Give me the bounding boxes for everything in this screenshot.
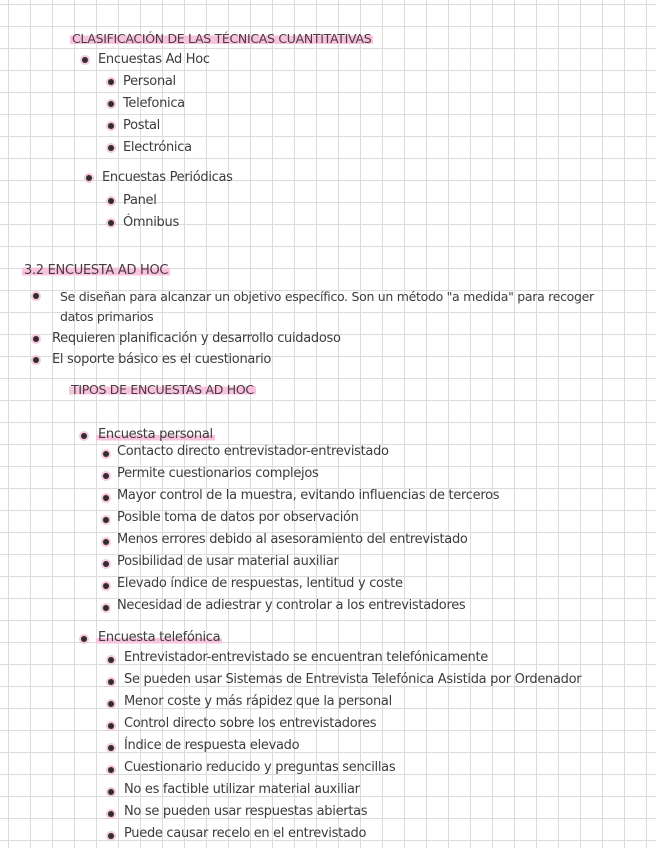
personal-item: Menos errores debido al asesoramiento del entrevistado [117,532,468,547]
telephone-item: No se pueden usar respuestas abiertas [124,804,368,819]
personal-item: Posibilidad de usar material auxiliar [117,554,339,569]
bullet-icon [103,473,109,479]
periodic-label: Encuestas Periódicas [102,170,233,185]
bullet-icon [81,636,87,642]
adhoc-item: Telefonica [123,96,185,111]
telephone-item: Control directo sobre los entrevistadores [124,716,377,731]
classification-title: CLASIFICACIÓN DE LAS TÉCNICAS CUANTITATIVAS [72,31,372,46]
telephone-item: Puede causar recelo en el entrevistado [124,826,367,841]
bullet-icon [108,811,114,817]
telephone-item: No es factible utilizar material auxiliar [124,782,360,797]
telephone-label: Encuesta telefónica [98,630,221,645]
bullet-icon [103,539,109,545]
telephone-item: Cuestionario reducido y preguntas sencillas [124,760,396,775]
bullet-icon [108,198,114,204]
bullet-icon [103,561,109,567]
personal-item: Permite cuestionarios complejos [117,466,319,481]
personal-item: Contacto directo entrevistador-entrevistado [117,444,389,459]
personal-label: Encuesta personal [98,427,213,442]
section-bullet: Requieren planificación y desarrollo cuidadoso [52,331,341,346]
bullet-icon [33,336,39,342]
bullet-icon [103,605,109,611]
bullet-icon [86,175,92,181]
bullet-icon [108,657,114,663]
adhoc-label: Encuestas Ad Hoc [98,52,210,67]
personal-item: Necesidad de adiestrar y controlar a los entrevistadores [117,598,466,613]
bullet-icon [103,451,109,457]
personal-item: Posible toma de datos por observación [117,510,359,525]
bullet-icon [103,583,109,589]
telephone-item: Menor coste y más rápidez que la personal [124,694,392,709]
bullet-icon [108,833,114,839]
adhoc-item: Personal [123,74,176,89]
periodic-item: Panel [123,193,157,208]
bullet-icon [108,767,114,773]
bullet-icon [108,220,114,226]
section-heading: 3.2 ENCUESTA AD HOC [24,263,169,278]
telephone-item: Entrevistador-entrevistado se encuentran telefónicamente [124,650,488,665]
bullet-icon [108,701,114,707]
personal-item: Elevado índice de respuestas, lentitud y coste [117,576,403,591]
bullet-icon [108,79,114,85]
bullet-icon [82,57,88,63]
bullet-icon [108,723,114,729]
types-title: TIPOS DE ENCUESTAS AD HOC [71,382,254,397]
bullet-icon [103,495,109,501]
telephone-item: Índice de respuesta elevado [124,738,300,753]
bullet-icon [103,517,109,523]
bullet-icon [81,433,87,439]
bullet-icon [108,679,114,685]
bullet-icon [33,293,39,299]
section-bullet: El soporte básico es el cuestionario [52,352,272,367]
section-bullet: Se diseñan para alcanzar un objetivo específico. Son un método "a medida" para recoger datos primarios [60,289,594,324]
adhoc-item: Postal [123,118,160,133]
bullet-icon [33,357,39,363]
personal-item: Mayor control de la muestra, evitando influencias de terceros [117,488,500,503]
bullet-icon [108,145,114,151]
adhoc-item: Electrónica [123,140,192,155]
bullet-icon [108,789,114,795]
bullet-icon [108,745,114,751]
periodic-item: Ómnibus [123,215,179,230]
telephone-item: Se pueden usar Sistemas de Entrevista Telefónica Asistida por Ordenador [124,672,582,687]
bullet-icon [108,123,114,129]
bullet-icon [108,101,114,107]
